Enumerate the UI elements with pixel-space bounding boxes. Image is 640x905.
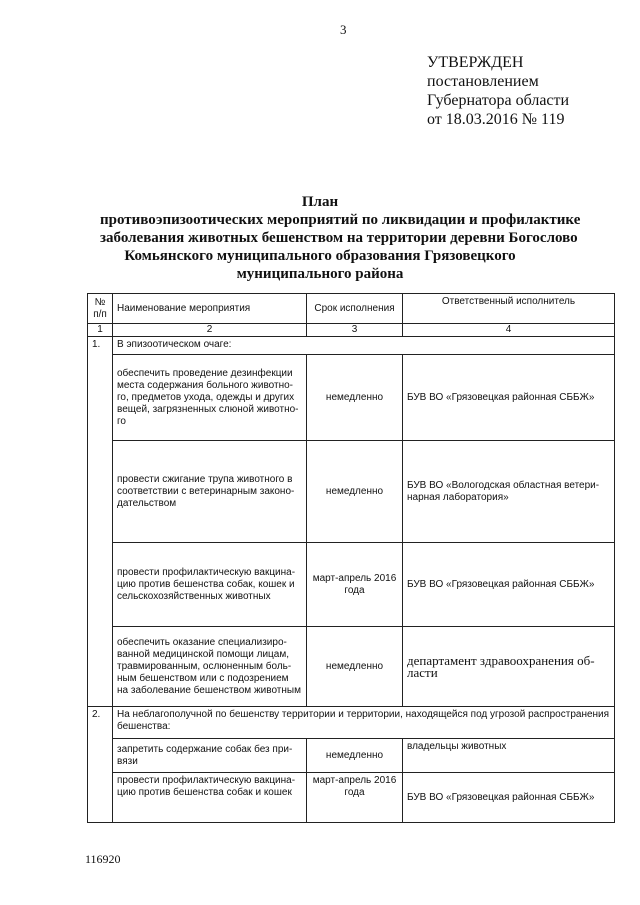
header-responsible: Ответственный исполнитель (403, 294, 615, 324)
approval-line: постановлением (427, 73, 539, 90)
col-number: 1 (88, 324, 113, 337)
col-number: 4 (403, 324, 615, 337)
section-title: На неблагополучной по бешенству территории и территории, находящейся под угрозой распространения бешенства: (113, 707, 615, 739)
column-numbers-row (88, 324, 615, 337)
section-row (88, 707, 615, 739)
approval-line: Губернатора области (427, 92, 570, 109)
table-row (88, 627, 615, 707)
measure-responsible: БУВ ВО «Вологодская областная ветери-нарная лаборатория» (403, 441, 615, 543)
table-row (88, 355, 615, 441)
measure-responsible: БУВ ВО «Грязовецкая районная СББЖ» (403, 773, 615, 823)
table-row (88, 441, 615, 543)
measure-name: провести профилактическую вакцина-цию против бешенства собак, кошек и сельскохозяйственных животных (113, 543, 307, 627)
title-line: муниципального района (236, 266, 404, 282)
measure-name: провести сжигание трупа животного в соответствии с ветеринарным законо-дательством (113, 441, 307, 543)
footer-code: 116920 (85, 852, 121, 866)
section-num: 1. (88, 337, 113, 707)
measure-responsible: владельцы животных (403, 739, 615, 773)
page-number: 3 (340, 22, 347, 37)
measure-term: март-апрель 2016 года (307, 773, 403, 823)
approval-line: от 18.03.2016 № 119 (427, 111, 565, 128)
title-line: Комьянского муниципального образования Грязовецкого (124, 248, 516, 264)
section-title: В эпизоотическом очаге: (113, 337, 615, 355)
measure-term: немедленно (307, 441, 403, 543)
section-row (88, 337, 615, 355)
table-row (88, 543, 615, 627)
header-name: Наименование мероприятия (113, 294, 307, 324)
measure-responsible: БУВ ВО «Грязовецкая районная СББЖ» (403, 543, 615, 627)
measure-term: немедленно (307, 739, 403, 773)
measure-term: март-апрель 2016 года (307, 543, 403, 627)
approval-stamp (427, 53, 569, 129)
measure-responsible: БУВ ВО «Грязовецкая районная СББЖ» (403, 355, 615, 441)
measure-name: провести профилактическую вакцина-цию против бешенства собак и кошек (113, 773, 307, 823)
header-num: № п/п (88, 294, 113, 324)
title-line: противоэпизоотических мероприятий по ликвидации и профилактике (100, 212, 581, 228)
measure-responsible: департамент здравоохранения об-ласти (403, 627, 615, 707)
document-title (100, 193, 581, 283)
measure-term: немедленно (307, 355, 403, 441)
title-line: заболевания животных бешенством на территории деревни Богослово (100, 230, 578, 246)
table-header-row (88, 294, 615, 324)
title-line: План (301, 194, 339, 210)
header-term: Срок исполнения (307, 294, 403, 324)
measure-name: запретить содержание собак без при-вязи (113, 739, 307, 773)
col-number: 3 (307, 324, 403, 337)
table-row (88, 739, 615, 773)
measure-name: обеспечить проведение дезинфекции места содержания больного животно-го, предметов ухода, одежды и других вещей, загрязненных слюной животно-го (113, 355, 307, 441)
measure-name: обеспечить оказание специализиро-ванной медицинской помощи лицам, травмированным, ослюненным боль-ным бешенством или с подозрением на заболевание бешенством животным (113, 627, 307, 707)
plan-table (87, 293, 615, 823)
section-num: 2. (88, 707, 113, 823)
table-row (88, 773, 615, 823)
approval-line: УТВЕРЖДЕН (427, 54, 524, 71)
measure-term: немедленно (307, 627, 403, 707)
col-number: 2 (113, 324, 307, 337)
